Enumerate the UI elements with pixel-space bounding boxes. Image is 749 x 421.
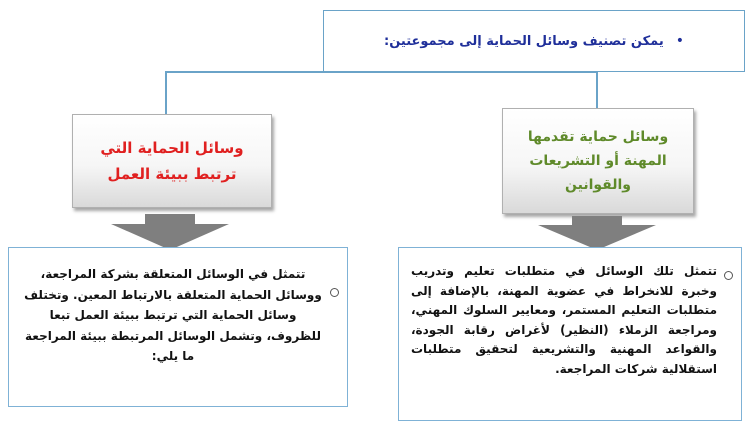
bullet-circle-icon [330, 288, 339, 297]
profession-description-box [398, 247, 742, 421]
work-environment-safeguards-label: وسائل الحماية التي ترتبط ببيئة العمل [100, 139, 244, 183]
connector-right-vertical [596, 71, 598, 108]
connector-left-vertical [165, 71, 167, 114]
profession-safeguards-label: وسائل حماية تقدمها المهنة أو التشريعات والقوانين [527, 129, 669, 193]
work-environment-safeguards-box [72, 114, 272, 208]
right-down-arrow-icon [538, 216, 656, 250]
profession-description: تتمثل تلك الوسائل في متطلبات تعليم وتدريب وخبرة للانخراط في عضوية المهنة، بالإضافة إلى متطلبات التعليم المستمر، ومعايير السلوك المهني، ومراجعة الزملاء (النظير) لأغراض رقابة الجودة، والقواعد المهنية والتشريعية لتحقيق متطلبات استقلالية شركات المراجعة. [411, 264, 717, 376]
bullet-circle-icon [724, 271, 733, 280]
left-down-arrow-icon [111, 214, 229, 250]
root-box [323, 10, 745, 72]
work-environment-description: تتمثل في الوسائل المتعلقة بشركة المراجعة، ووسائل الحماية المتعلقة بالارتباط المعين. وتختلف وسائل الحماية التي ترتبط ببيئة العمل تبعا للظروف، وتشمل الوسائل المرتبطة ببيئة المراجعة ما يلي: [24, 267, 322, 363]
work-environment-description-box [8, 247, 348, 407]
bullet-icon: • [675, 33, 685, 49]
root-title: يمكن تصنيف وسائل الحماية إلى مجموعتين: [384, 33, 664, 49]
profession-safeguards-box [502, 108, 694, 214]
